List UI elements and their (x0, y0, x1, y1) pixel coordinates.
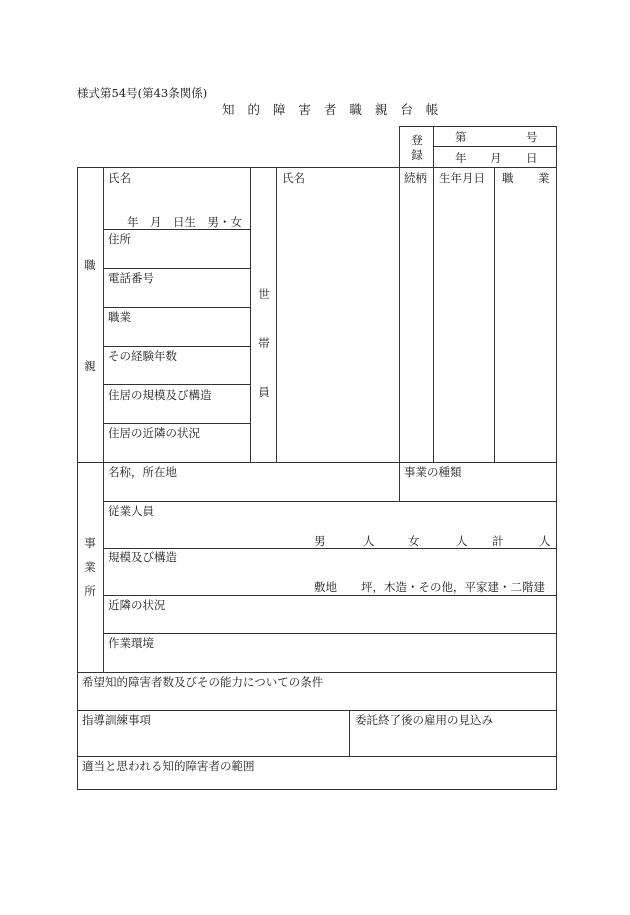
household-col-line-3 (494, 167, 495, 463)
left-label-col-line (103, 167, 104, 672)
registration-label-bottom: 録 (411, 148, 423, 162)
shokushin-birth-sex: 年 月 日生 男・女 (127, 215, 242, 229)
main-right-line (556, 126, 557, 789)
business-structure-options: 坪，木造・その他，平家建・二階建 (361, 580, 545, 594)
shokushin-label-bottom: 親 (84, 359, 96, 373)
shokushin-row-line-2 (103, 268, 250, 269)
conditions-row-line-2 (77, 756, 556, 757)
shokushin-experience-label: その経験年数 (108, 349, 177, 363)
business-surroundings-label: 近隣の状況 (108, 598, 166, 612)
shokushin-row-line-5 (103, 384, 250, 385)
shokushin-residence-structure-label: 住居の規模及び構造 (108, 388, 212, 402)
shokushin-row-line-4 (103, 346, 250, 347)
business-scale-structure-label: 規模及び構造 (108, 550, 177, 564)
household-label-1: 世 (258, 287, 270, 301)
household-name-header: 氏名 (282, 171, 305, 185)
registration-number-prefix: 第 (455, 130, 467, 144)
household-label-right-line (276, 167, 277, 463)
desired-conditions-label: 希望知的障害者数及びその能力についての条件 (82, 675, 324, 689)
shokushin-residence-surroundings-label: 住居の近隣の状況 (108, 426, 200, 440)
household-occupation-header-1: 職 (502, 171, 514, 185)
business-row-line-2 (103, 548, 556, 549)
reg-mid-line (433, 126, 434, 168)
employment-outlook-label: 委託終了後の雇用の見込み (355, 713, 493, 727)
shokushin-phone-label: 電話番号 (108, 271, 154, 285)
form-number: 様式第54号(第43条関係) (77, 86, 208, 100)
form-title: 知 的 障 害 者 職 親 台 帳 (222, 102, 443, 117)
section-divider-2 (77, 672, 556, 673)
business-employees-label: 従業人員 (108, 504, 154, 518)
reg-top-line (399, 126, 556, 127)
employees-male-unit: 人 (363, 534, 375, 548)
registration-month: 月 (490, 151, 502, 165)
business-row-line-4 (103, 633, 556, 634)
main-left-line (77, 167, 78, 789)
conditions-divider (349, 710, 350, 756)
shokushin-right-line (250, 167, 251, 463)
business-row-line-3 (103, 595, 556, 596)
shokushin-address-label: 住所 (108, 232, 131, 246)
business-work-environment-label: 作業環境 (108, 636, 154, 650)
employees-female-unit: 人 (456, 534, 468, 548)
shokushin-name-label: 氏名 (108, 171, 131, 185)
household-col-line-2 (433, 167, 434, 463)
shokushin-row-line-3 (103, 307, 250, 308)
shokushin-row-line-1 (103, 229, 250, 230)
registration-label-top: 登 (411, 133, 423, 147)
business-site-label: 敷地 (314, 580, 337, 594)
business-name-location-label: 名称，所在地 (108, 465, 177, 479)
employees-total-label: 計 (492, 534, 504, 548)
main-bottom-line (77, 789, 557, 790)
business-type-divider (399, 462, 400, 501)
business-label-1: 事 (84, 536, 96, 550)
suitable-range-label: 適当と思われる知的障害者の範囲 (82, 759, 255, 773)
household-label-2: 帯 (258, 336, 270, 350)
household-label-3: 員 (258, 385, 270, 399)
business-label-2: 業 (84, 560, 96, 574)
registration-year: 年 (455, 151, 467, 165)
guidance-training-label: 指導訓練事項 (82, 713, 151, 727)
business-type-label: 事業の種類 (404, 465, 462, 479)
main-top-line (77, 167, 556, 168)
shokushin-row-line-6 (103, 423, 250, 424)
business-label-3: 所 (84, 584, 96, 598)
section-divider-1 (77, 462, 556, 463)
registration-number-suffix: 号 (526, 130, 538, 144)
household-birth-header: 生年月日 (439, 171, 485, 185)
household-col-line-1 (399, 167, 400, 463)
employees-total-unit: 人 (539, 534, 551, 548)
business-row-line-1 (103, 501, 556, 502)
reg-split-line (433, 146, 556, 147)
employees-female-label: 女 (408, 534, 420, 548)
household-occupation-header-2: 業 (538, 171, 550, 185)
household-relation-header: 続柄 (404, 171, 427, 185)
conditions-row-line-1 (77, 710, 556, 711)
employees-male-label: 男 (314, 534, 326, 548)
shokushin-label-top: 職 (84, 258, 96, 272)
reg-left-line (399, 126, 400, 168)
shokushin-occupation-label: 職業 (108, 310, 131, 324)
registration-day: 日 (526, 151, 538, 165)
